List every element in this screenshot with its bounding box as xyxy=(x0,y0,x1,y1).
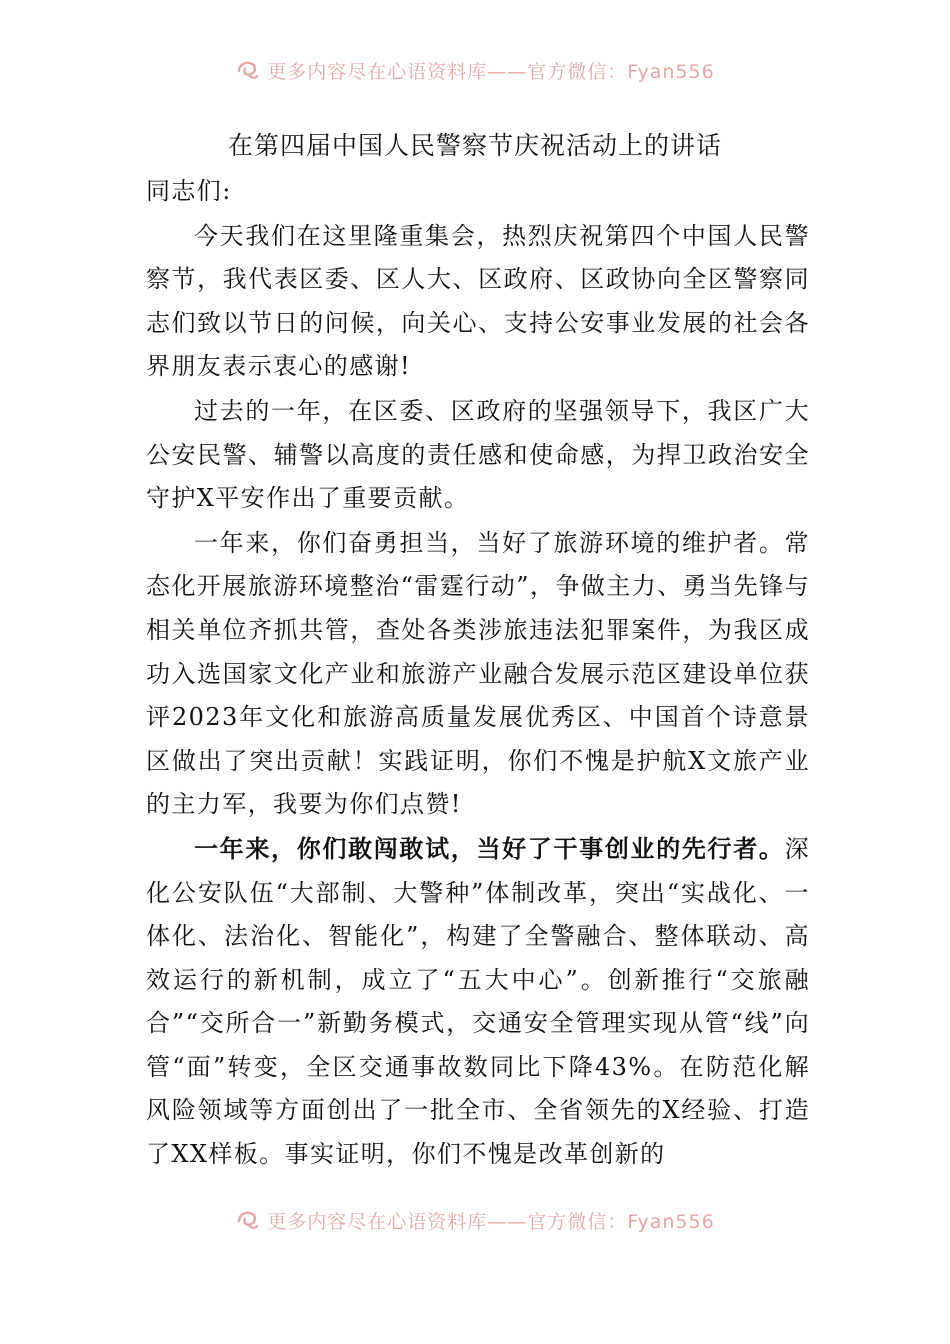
paragraph-4 xyxy=(146,827,810,1177)
footer-watermark-banner xyxy=(0,1200,950,1240)
paragraph-2 xyxy=(146,389,810,521)
paragraph-1 xyxy=(146,214,810,389)
paragraph-text: 一年来，你们奋勇担当，当好了旅游环境的维护者。常态化开展旅游环境整治“雷霆行动”，争做主力、勇当先锋与相关单位齐抓共管，查处各类涉旅违法犯罪案件，为我区成功入选国家文化产业和旅游产业融合发展示范区建设单位获评2023年文化和旅游高质量发展优秀区、中国首个诗意景区做出了突出贡献！实践证明，你们不愧是护航X文旅产业的主力军，我要为你们点赞! xyxy=(146,528,810,819)
document-body xyxy=(146,170,810,1177)
document-title: 在第四届中国人民警察节庆祝活动上的讲话 xyxy=(227,131,722,160)
paragraph-text: 深化公安队伍“大部制、大警种”体制改革，突出“实战化、一体化、法治化、智能化”，构建了全警融合、整体联动、高效运行的新机制，成立了“五大中心”。创新推行“交旅融合”“交所合一”新勤务模式，交通安全管理实现从管“线”向管“面”转变，全区交通事故数同比下降43%。在防范化解风险领域等方面创出了一批全市、全省领先的X经验、打造了XX样板。事实证明，你们不愧是改革创新的 xyxy=(146,834,810,1169)
greeting: 同志们: xyxy=(146,177,232,205)
paragraph-lead: 一年来，你们敢闯敢试，当好了干事创业的先行者。 xyxy=(194,833,785,863)
header-watermark-banner xyxy=(0,50,950,90)
paragraph-3 xyxy=(146,521,810,827)
footer-watermark-text: 更多内容尽在心语资料库——官方微信：Fyan556 xyxy=(267,1210,715,1233)
header-watermark-text: 更多内容尽在心语资料库——官方微信：Fyan556 xyxy=(267,60,715,83)
brand-logo-icon xyxy=(235,57,261,83)
brand-logo-icon xyxy=(235,1207,261,1233)
paragraph-text: 过去的一年，在区委、区政府的坚强领导下，我区广大公安民警、辅警以高度的责任感和使命感，为捍卫政治安全守护X平安作出了重要贡献。 xyxy=(146,396,810,513)
paragraph-text: 今天我们在这里隆重集会，热烈庆祝第四个中国人民警察节，我代表区委、区人大、区政府、区政协向全区警察同志们致以节日的问候，向关心、支持公安事业发展的社会各界朋友表示衷心的感谢! xyxy=(146,221,810,381)
